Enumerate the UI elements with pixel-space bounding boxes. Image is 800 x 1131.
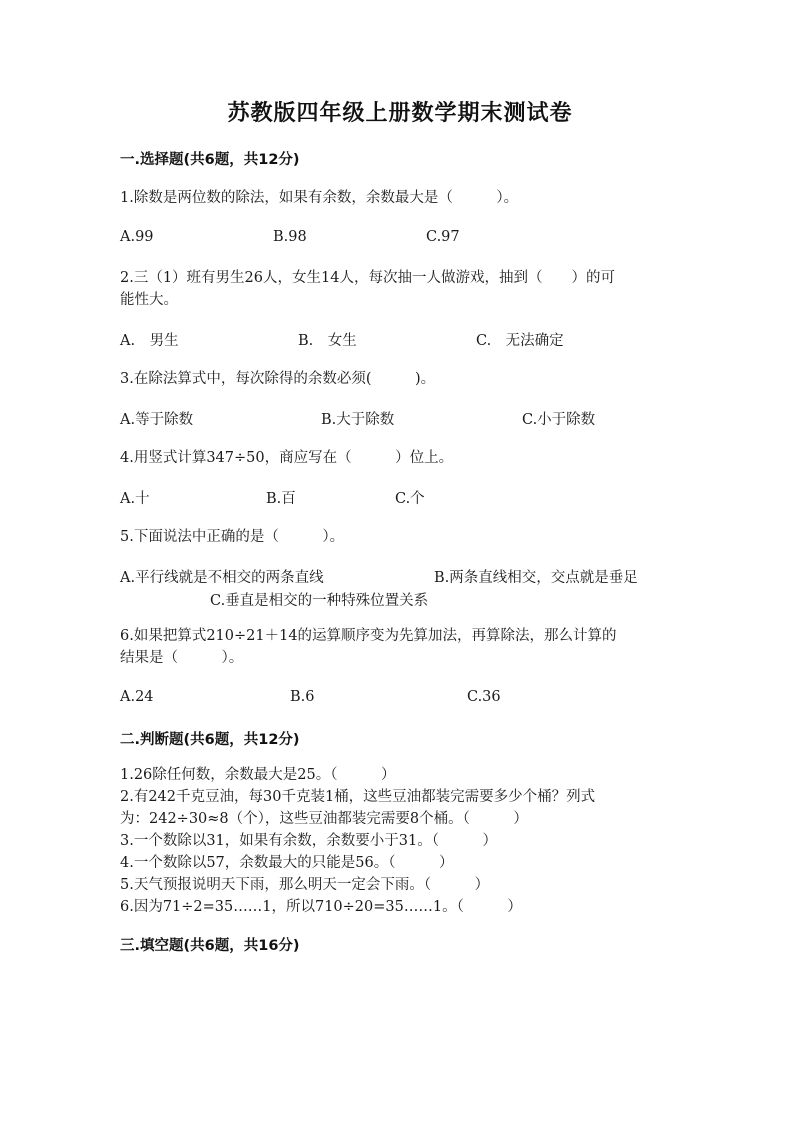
- option-a: A.等于除数: [120, 412, 194, 428]
- question-stem: 2.三（1）班有男生26人，女生14人，每次抽一人做游戏，抽到（ ）的可: [120, 270, 615, 286]
- option-a: A.平行线就是不相交的两条直线: [120, 570, 324, 586]
- option-b: B.两条直线相交，交点就是垂足: [434, 570, 638, 586]
- judgement-item-continued: 为：242÷30≈8（个），这些豆油都装完需要8个桶。（ ）: [120, 811, 528, 827]
- option-b: B.6: [290, 689, 315, 705]
- question-stem: 5.下面说法中正确的是（ ）。: [120, 529, 345, 545]
- option-a: A. 男生: [120, 333, 179, 349]
- judgement-item: 5.天气预报说明天下雨，那么明天一定会下雨。（ ）: [120, 877, 490, 893]
- question-stem: 4.用竖式计算347÷50，商应写在（ ）位上。: [120, 450, 454, 466]
- option-b: B.百: [266, 491, 296, 507]
- option-b: B.大于除数: [321, 412, 395, 428]
- option-c: C. 无法确定: [476, 333, 564, 349]
- option-a: A.99: [120, 229, 154, 245]
- option-c: C.个: [395, 491, 425, 507]
- question-stem: 6.如果把算式210÷21＋14的运算顺序变为先算加法，再算除法，那么计算的: [120, 628, 617, 644]
- question-stem: 1.除数是两位数的除法，如果有余数，余数最大是（ ）。: [120, 190, 519, 206]
- option-b: B.98: [273, 229, 307, 245]
- option-c: C.垂直是相交的一种特殊位置关系: [210, 593, 429, 609]
- judgement-item: 2.有242千克豆油，每30千克装1桶，这些豆油都装完需要多少个桶？列式: [120, 789, 596, 805]
- section-heading-judgement: 二.判断题(共6题，共12分): [120, 732, 300, 748]
- option-c: C.36: [467, 689, 501, 705]
- section-heading-choice: 一.选择题(共6题，共12分): [120, 152, 300, 168]
- question-stem-continued: 能性大。: [120, 292, 178, 308]
- judgement-item: 6.因为71÷2=35……1，所以710÷20=35……1。（ ）: [120, 899, 522, 915]
- option-a: A.24: [120, 689, 154, 705]
- question-stem-continued: 结果是（ ）。: [120, 650, 244, 666]
- page-title: 苏教版四年级上册数学期末测试卷: [227, 101, 573, 126]
- option-c: C.97: [426, 229, 460, 245]
- judgement-item: 3.一个数除以31，如果有余数，余数要小于31。（ ）: [120, 833, 497, 849]
- option-a: A.十: [120, 491, 150, 507]
- judgement-item: 4.一个数除以57，余数最大的只能是56。（ ）: [120, 855, 454, 871]
- judgement-item: 1.26除任何数，余数最大是25。（ ）: [120, 767, 396, 783]
- question-stem: 3.在除法算式中，每次除得的余数必须( )。: [120, 371, 436, 387]
- option-c: C.小于除数: [522, 412, 596, 428]
- option-b: B. 女生: [298, 333, 357, 349]
- section-heading-fill-in: 三.填空题(共6题，共16分): [120, 938, 300, 954]
